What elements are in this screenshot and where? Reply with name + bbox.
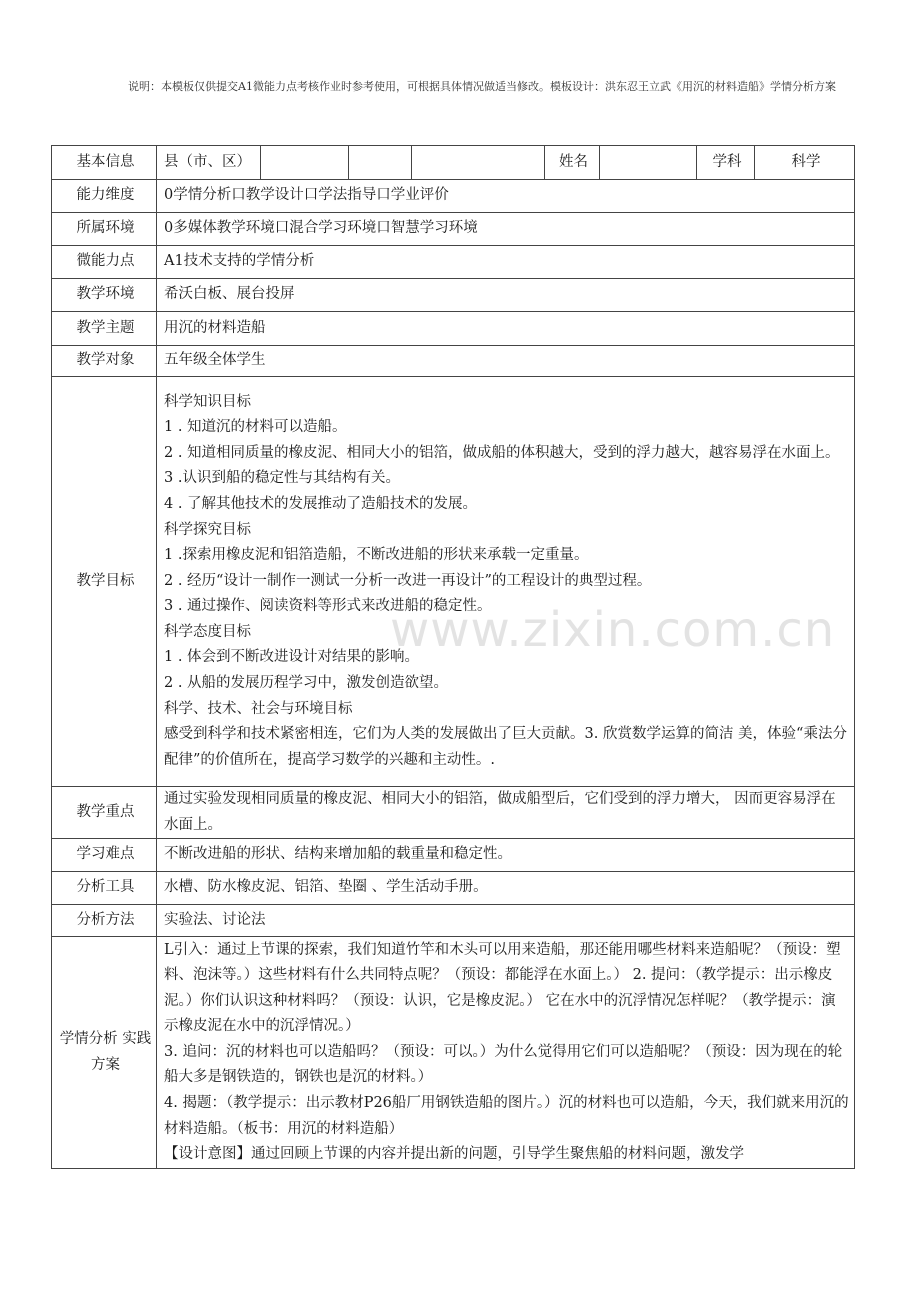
inquiry-goals-title: 科学探究目标 <box>164 521 251 538</box>
name-label: 姓名 <box>545 146 600 180</box>
row-value: 实验法、讨论法 <box>157 905 855 937</box>
practice-plan-row <box>52 937 855 1169</box>
table-row <box>52 213 855 246</box>
subject-value: 科学 <box>755 146 855 180</box>
school-field <box>412 146 545 180</box>
row-label: 分析工具 <box>52 872 157 905</box>
design-intent: 【设计意图】通过回顾上节课的内容并提出新的问题，引导学生聚焦船的材料问题，激发学 <box>164 1146 744 1163</box>
county-label: 县（市、区） <box>157 146 261 180</box>
goals-label: 教学目标 <box>52 377 157 787</box>
attitude-goals-title: 科学态度目标 <box>164 623 251 640</box>
row-label: 分析方法 <box>52 905 157 937</box>
goal-item: 4 . 了解其他技术的发展推动了造船技术的发展。 <box>164 495 478 512</box>
row-label: 教学环境 <box>52 279 157 312</box>
table-row <box>52 279 855 312</box>
row-label: 教学重点 <box>52 787 157 839</box>
plan-paragraph: L引入：通过上节课的探索，我们知道竹竿和木头可以用来造船，那还能用哪些材料来造船呢？（预设：塑料、泡沫等。）这些材料有什么共同特点呢？（预设：都能浮在水面上。） 2. 提问：（教学提示：出示橡皮泥。）你们认识这种材料吗？（预设：认识，它是橡皮泥。） 它在水中的沉浮情况怎样呢？（教学提示：演示橡皮泥在水中的沉浮情况。） <box>164 941 841 1035</box>
sts-goal-text: 感受到科学和技术紧密相连，它们为人类的发展做出了巨大贡献。3. 欣赏数学运算的简洁 美，体验“乘法分配律”的价值所在，提高学习数学的兴趣和主动性。. <box>164 726 847 768</box>
goal-item: 2 . 知道相同质量的橡皮泥、相同大小的铝箔，做成船的体积越大，受到的浮力越大，越容易浮在水面上。 <box>164 444 840 461</box>
basic-info-label: 基本信息 <box>52 146 157 180</box>
lesson-plan-table <box>51 145 855 1169</box>
goals-row <box>52 377 855 787</box>
county-field <box>261 146 349 180</box>
table-row <box>52 787 855 839</box>
row-value: 不断改进船的形状、结构来增加船的载重量和稳定性。 <box>157 839 855 872</box>
table-row <box>52 246 855 279</box>
goal-item: 1 . 体会到不断改进设计对结果的影响。 <box>164 649 420 666</box>
goal-item: 2 . 从船的发展历程学习中，激发创造欲望。 <box>164 675 449 692</box>
row-label: 教学主题 <box>52 312 157 346</box>
row-label: 教学对象 <box>52 346 157 377</box>
table-row <box>52 180 855 213</box>
subject-label: 学科 <box>697 146 755 180</box>
goal-item: 1 . 知道沉的材料可以造船。 <box>164 419 347 436</box>
goals-content <box>157 377 855 787</box>
goal-item: 1 .探索用橡皮泥和铝箔造船，不断改进船的形状来承载一定重量。 <box>164 547 589 564</box>
row-value: 水槽、防水橡皮泥、铝箔、垫圈 、学生活动手册。 <box>157 872 855 905</box>
row-label: 所属环境 <box>52 213 157 246</box>
row-label: 能力维度 <box>52 180 157 213</box>
practice-plan-content <box>157 937 855 1169</box>
row-value: 用沉的材料造船 <box>157 312 855 346</box>
row-value: 希沃白板、展台投屏 <box>157 279 855 312</box>
row-value: 0学情分析口教学设计口学法指导口学业评价 <box>157 180 855 213</box>
watermark: www.zixin.com.cn <box>390 602 836 658</box>
table-row <box>52 839 855 872</box>
table-row <box>52 346 855 377</box>
goal-item: 3 . 通过操作、阅读资料等形式来改进船的稳定性。 <box>164 598 492 615</box>
goal-item: 2 . 经历“设计一制作一测试一分析一改进一再设计”的工程设计的典型过程。 <box>164 572 652 589</box>
table-row <box>52 312 855 346</box>
knowledge-goals-title: 科学知识目标 <box>164 393 251 410</box>
row-value: 五年级全体学生 <box>157 346 855 377</box>
plan-paragraph: 4. 揭题：（教学提示：出示教材P26船厂用钢铁造船的图片。）沉的材料也可以造船，今天，我们就来用沉的材料造船。（板书：用沉的材料造船） <box>164 1095 849 1137</box>
blank-field <box>349 146 412 180</box>
table-row <box>52 905 855 937</box>
row-label: 学习难点 <box>52 839 157 872</box>
row-value: 0多媒体教学环境口混合学习环境口智慧学习环境 <box>157 213 855 246</box>
name-field <box>600 146 697 180</box>
template-note: 说明：本模板仅供提交A1微能力点考核作业时参考使用，可根据具体情况做适当修改。模板设计：洪东忍王立武《用沉的材料造船》学情分析方案 <box>128 80 836 93</box>
practice-plan-label: 学情分析 实践方案 <box>52 937 157 1169</box>
table-row <box>52 872 855 905</box>
sts-goals-title: 科学、技术、社会与环境目标 <box>164 700 353 717</box>
basic-info-row <box>52 146 855 180</box>
row-value: 通过实验发现相同质量的橡皮泥、相同大小的铝箔，做成船型后，它们受到的浮力增大， 因而更容易浮在水面上。 <box>157 787 855 839</box>
row-label: 微能力点 <box>52 246 157 279</box>
row-value: A1技术支持的学情分析 <box>157 246 855 279</box>
plan-paragraph: 3. 追问：沉的材料也可以造船吗？（预设：可以。）为什么觉得用它们可以造船呢？（预设：因为现在的轮船大多是钢铁造的，钢铁也是沉的材料。） <box>164 1043 843 1086</box>
goal-item: 3 .认识到船的稳定性与其结构有关。 <box>164 470 400 487</box>
